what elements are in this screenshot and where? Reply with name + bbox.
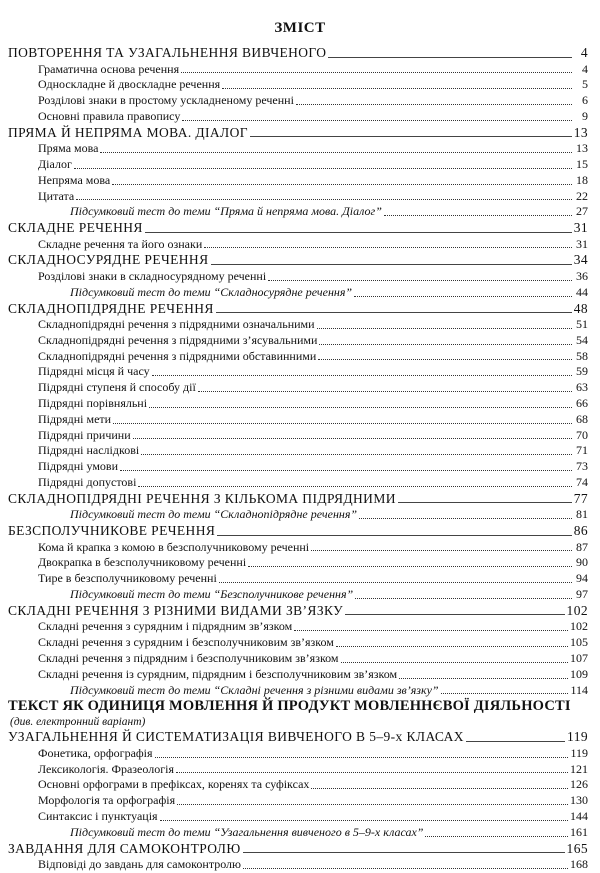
toc-page-number: 18 bbox=[576, 172, 588, 187]
toc-entry-title: УЗАГАЛЬНЕННЯ Й СИСТЕМАТИЗАЦІЯ ВИВЧЕНОГО В 5–9-х КЛАСАХ bbox=[8, 729, 464, 745]
toc-page-number: 6 bbox=[582, 93, 588, 108]
toc-entry-title: Пряма мова bbox=[38, 141, 99, 156]
toc-page-number: 36 bbox=[576, 268, 588, 283]
dot-leader bbox=[341, 662, 568, 663]
toc-section-row[interactable] bbox=[8, 841, 588, 858]
toc-entry-title: Підсумковий тест до теми “Узагальнення вивченого в 5–9-х класах” bbox=[70, 824, 424, 839]
dot-leader bbox=[425, 836, 568, 837]
dot-leader bbox=[74, 168, 572, 169]
dot-leader bbox=[112, 184, 572, 185]
toc-subsection-row[interactable] bbox=[8, 333, 588, 349]
toc-subsection-row[interactable] bbox=[8, 571, 588, 587]
dot-leader bbox=[133, 438, 572, 439]
toc-entry-title: Підрядні мети bbox=[38, 411, 112, 426]
toc-entry-title: Основні орфограми в префіксах, коренях та суфіксах bbox=[38, 777, 310, 792]
toc-entry-title: Складні речення з підрядним і безсполучниковим зв’язком bbox=[38, 650, 339, 665]
toc-entry-title: Підрядні ступеня й способу дії bbox=[38, 380, 196, 395]
toc-subsection-row[interactable] bbox=[8, 109, 588, 125]
toc-page-number: 168 bbox=[570, 857, 588, 872]
toc-entry-title: Підрядні допустові bbox=[38, 475, 137, 490]
toc-note: (див. електронний варіант) bbox=[10, 716, 146, 729]
toc-subsection-row[interactable] bbox=[8, 667, 588, 683]
dot-leader bbox=[336, 646, 568, 647]
dot-leader bbox=[441, 693, 569, 694]
toc-entry-title: Підрядні причини bbox=[38, 427, 131, 442]
toc-entry-title: Двокрапка в безсполучниковому реченні bbox=[38, 555, 247, 570]
toc-entry-title: Морфологія та орфографія bbox=[38, 793, 176, 808]
toc-entry-title: Складні речення із сурядним, підрядним і безсполучниковим зв’язком bbox=[38, 666, 398, 681]
toc-entry-title: Підсумковий тест до теми “Складносурядне речення” bbox=[70, 284, 353, 299]
toc-page-number: 22 bbox=[576, 188, 588, 203]
toc-page-number: 119 bbox=[567, 729, 588, 745]
dot-leader bbox=[317, 328, 572, 329]
toc-entry-title: Підрядні умови bbox=[38, 459, 119, 474]
toc-page-number: 97 bbox=[576, 587, 588, 602]
dot-leader bbox=[250, 136, 572, 137]
toc-section-row[interactable] bbox=[8, 252, 588, 269]
toc-page-number: 31 bbox=[576, 236, 588, 251]
toc-entry-title: Односкладне й двоскладне речення bbox=[38, 77, 221, 92]
dot-leader bbox=[354, 296, 572, 297]
toc-page-number: 130 bbox=[570, 793, 588, 808]
toc-entry-title: Складні речення з сурядним і безсполучниковим зв’язком bbox=[38, 635, 334, 650]
toc-page-number: 70 bbox=[576, 427, 588, 442]
dot-leader bbox=[120, 470, 572, 471]
dot-leader bbox=[216, 312, 572, 313]
toc-subsection-row[interactable] bbox=[8, 475, 588, 491]
toc-page-number: 74 bbox=[576, 475, 588, 490]
dot-leader bbox=[355, 598, 572, 599]
toc-page-number: 87 bbox=[576, 539, 588, 554]
toc-page-number: 73 bbox=[576, 459, 588, 474]
dot-leader bbox=[222, 88, 572, 89]
toc-entry-title: БЕЗСПОЛУЧНИКОВЕ РЕЧЕННЯ bbox=[8, 523, 216, 539]
toc-section-row[interactable] bbox=[8, 729, 588, 746]
toc-page-number: 54 bbox=[576, 332, 588, 347]
dot-leader bbox=[243, 868, 568, 869]
dot-leader bbox=[155, 757, 569, 758]
toc-page-number: 13 bbox=[576, 141, 588, 156]
toc-section-row[interactable] bbox=[8, 45, 588, 62]
dot-leader bbox=[294, 630, 568, 631]
toc-entry-title: Тире в безсполучниковому реченні bbox=[38, 571, 217, 586]
toc-entry-title: Підсумковий тест до теми “Безсполучникове речення” bbox=[70, 587, 354, 602]
toc-entry-title: ПРЯМА Й НЕПРЯМА МОВА. ДІАЛОГ bbox=[8, 124, 248, 140]
dot-leader bbox=[204, 247, 572, 248]
toc-subsection-row[interactable] bbox=[8, 777, 588, 793]
toc-test-row[interactable] bbox=[8, 825, 588, 841]
toc-page-number: 31 bbox=[573, 220, 588, 236]
toc-entry-title: ЗАВДАННЯ ДЛЯ САМОКОНТРОЛЮ bbox=[8, 840, 241, 856]
toc-page-number: 77 bbox=[573, 490, 588, 506]
toc-page-number: 58 bbox=[576, 348, 588, 363]
dot-leader bbox=[384, 215, 572, 216]
toc-page-number: 4 bbox=[582, 61, 588, 76]
toc-entry-title: Складні речення з сурядним і підрядним зв’язком bbox=[38, 619, 293, 634]
toc-page-number: 165 bbox=[566, 840, 588, 856]
toc-subsection-row[interactable] bbox=[8, 793, 588, 809]
toc-subsection-row[interactable] bbox=[8, 746, 588, 762]
toc-subsection-row[interactable] bbox=[8, 317, 588, 333]
toc-page-number: 51 bbox=[576, 317, 588, 332]
toc-section-row[interactable] bbox=[8, 491, 588, 508]
dot-leader bbox=[359, 518, 572, 519]
toc-page-number: 66 bbox=[576, 396, 588, 411]
toc-subsection-row[interactable] bbox=[8, 555, 588, 571]
toc-entry-title: СКЛАДНОПІДРЯДНЕ РЕЧЕННЯ bbox=[8, 300, 214, 316]
toc-subsection-row[interactable] bbox=[8, 635, 588, 651]
toc-entry-title: Розділові знаки в простому ускладненому реченні bbox=[38, 93, 294, 108]
dot-leader bbox=[311, 550, 572, 551]
dot-leader bbox=[138, 486, 572, 487]
dot-leader bbox=[248, 566, 572, 567]
toc-page-number: 94 bbox=[576, 571, 588, 586]
toc-entry-title: Синтаксис і пунктуація bbox=[38, 808, 158, 823]
toc-page-number: 68 bbox=[576, 411, 588, 426]
dot-leader bbox=[211, 264, 572, 265]
dot-leader bbox=[219, 582, 572, 583]
toc-entry-title: Відповіді до завдань для самоконтролю bbox=[38, 857, 242, 872]
toc-entry-title: Підсумковий тест до теми “Пряма й непряма мова. Діалог” bbox=[70, 204, 382, 219]
toc-page-number: 13 bbox=[573, 124, 588, 140]
toc-section-row[interactable] bbox=[8, 523, 588, 540]
toc-page-number: 161 bbox=[570, 824, 588, 839]
toc-entry-title: Складнопідрядні речення з підрядними обставинними bbox=[38, 348, 317, 363]
toc-entry-title: СКЛАДНЕ РЕЧЕННЯ bbox=[8, 220, 143, 236]
toc-page-number: 59 bbox=[576, 364, 588, 379]
toc-entry-title: Лексикологія. Фразеологія bbox=[38, 761, 174, 776]
toc-page-number: 102 bbox=[570, 619, 588, 634]
toc-entry-title: Складнопідрядні речення з підрядними з’ясувальними bbox=[38, 332, 318, 347]
toc-page-number: 121 bbox=[570, 761, 588, 776]
toc-subsection-row[interactable] bbox=[8, 651, 588, 667]
toc-subsection-row[interactable] bbox=[8, 428, 588, 444]
toc-page-number: 15 bbox=[576, 156, 588, 171]
dot-leader bbox=[113, 423, 572, 424]
toc-subsection-row[interactable] bbox=[8, 157, 588, 173]
toc-subsection-row[interactable] bbox=[8, 349, 588, 365]
toc-test-row[interactable] bbox=[8, 204, 588, 220]
dot-leader bbox=[398, 502, 572, 503]
toc-page-number: 27 bbox=[576, 204, 588, 219]
toc-entry-title: Підсумковий тест до теми “Складні речення з різними видами зв’язку” bbox=[70, 682, 439, 697]
dot-leader bbox=[217, 535, 571, 536]
toc-entry-title: Граматична основа речення bbox=[38, 61, 180, 76]
toc-page-number: 90 bbox=[576, 555, 588, 570]
dot-leader bbox=[181, 72, 572, 73]
toc-subsection-row[interactable] bbox=[8, 173, 588, 189]
toc-entry-title: Складнопідрядні речення з підрядними означальними bbox=[38, 317, 315, 332]
toc-subsection-row[interactable] bbox=[8, 269, 588, 285]
toc-subsection-row[interactable] bbox=[8, 619, 588, 635]
toc-page-number: 48 bbox=[573, 300, 588, 316]
toc-entry-title: ТЕКСТ ЯК ОДИНИЦЯ МОВЛЕННЯ Й ПРОДУКТ МОВЛЕННЄВОЇ ДІЯЛЬНОСТІ bbox=[8, 698, 571, 715]
dot-leader bbox=[399, 678, 568, 679]
toc-page-number: 34 bbox=[573, 252, 588, 268]
toc-subsection-row[interactable] bbox=[8, 237, 588, 253]
page-title: ЗМІСТ bbox=[274, 20, 326, 36]
toc-entry-title: СКЛАДНОСУРЯДНЕ РЕЧЕННЯ bbox=[8, 252, 209, 268]
toc-test-row[interactable] bbox=[8, 285, 588, 301]
toc-subsection-row[interactable] bbox=[8, 93, 588, 109]
toc-subsection-row[interactable] bbox=[8, 443, 588, 459]
toc-entry-title: Кома й крапка з комою в безсполучниковому реченні bbox=[38, 539, 310, 554]
toc-part-heading[interactable] bbox=[8, 698, 588, 715]
toc-subsection-row[interactable] bbox=[8, 857, 588, 873]
toc-entry-title: СКЛАДНОПІДРЯДНІ РЕЧЕННЯ З КІЛЬКОМА ПІДРЯДНИМИ bbox=[8, 490, 396, 506]
dot-leader bbox=[243, 852, 565, 853]
toc-section-row[interactable] bbox=[8, 220, 588, 237]
toc-page-number: 63 bbox=[576, 380, 588, 395]
dot-leader bbox=[152, 375, 572, 376]
toc-subsection-row[interactable] bbox=[8, 809, 588, 825]
toc-page-number: 86 bbox=[573, 523, 588, 539]
toc-page-number: 107 bbox=[570, 650, 588, 665]
toc-section-row[interactable] bbox=[8, 125, 588, 142]
toc-test-row[interactable] bbox=[8, 587, 588, 603]
toc-subsection-row[interactable] bbox=[8, 380, 588, 396]
toc-entry-title: Фонетика, орфографія bbox=[38, 745, 153, 760]
dot-leader bbox=[318, 359, 572, 360]
toc-entry-title: Складне речення та його ознаки bbox=[38, 236, 203, 251]
toc-page-number: 114 bbox=[570, 682, 588, 697]
toc-test-row[interactable] bbox=[8, 507, 588, 523]
table-of-contents bbox=[8, 45, 588, 873]
toc-entry-title: Підрядні місця й часу bbox=[38, 364, 150, 379]
toc-entry-title: Цитата bbox=[38, 188, 75, 203]
toc-page-number: 126 bbox=[570, 777, 588, 792]
dot-leader bbox=[198, 391, 572, 392]
dot-leader bbox=[311, 788, 568, 789]
dot-leader bbox=[145, 232, 572, 233]
toc-entry-title: Основні правила правопису bbox=[38, 108, 181, 123]
toc-entry-title: Непряма мова bbox=[38, 172, 111, 187]
toc-subsection-row[interactable] bbox=[8, 364, 588, 380]
toc-entry-title: Діалог bbox=[38, 156, 72, 171]
toc-entry-title: Підсумковий тест до теми “Складнопідрядне речення” bbox=[70, 507, 358, 522]
toc-page-number: 9 bbox=[582, 108, 588, 123]
toc-subsection-row[interactable] bbox=[8, 762, 588, 778]
dot-leader bbox=[100, 152, 572, 153]
dot-leader bbox=[466, 741, 565, 742]
toc-subsection-row[interactable] bbox=[8, 412, 588, 428]
toc-page-number: 144 bbox=[570, 808, 588, 823]
toc-page-number: 119 bbox=[570, 745, 588, 760]
toc-page-number: 109 bbox=[570, 666, 588, 681]
toc-subsection-row[interactable] bbox=[8, 62, 588, 78]
toc-page-number: 5 bbox=[582, 77, 588, 92]
toc-subsection-row[interactable] bbox=[8, 540, 588, 556]
toc-page-number: 81 bbox=[576, 507, 588, 522]
dot-leader bbox=[345, 614, 564, 615]
dot-leader bbox=[328, 57, 572, 58]
dot-leader bbox=[176, 772, 568, 773]
toc-subsection-row[interactable] bbox=[8, 396, 588, 412]
toc-entry-title: Розділові знаки в складносурядному реченні bbox=[38, 268, 267, 283]
dot-leader bbox=[141, 454, 572, 455]
toc-page-number: 71 bbox=[576, 443, 588, 458]
toc-test-row[interactable] bbox=[8, 683, 588, 699]
toc-section-row[interactable] bbox=[8, 301, 588, 318]
toc-page-number: 102 bbox=[566, 602, 588, 618]
dot-leader bbox=[76, 199, 572, 200]
dot-leader bbox=[296, 104, 572, 105]
toc-entry-title: ПОВТОРЕННЯ ТА УЗАГАЛЬНЕННЯ ВИВЧЕНОГО bbox=[8, 45, 327, 60]
toc-entry-title: Підрядні наслідкові bbox=[38, 443, 140, 458]
toc-entry-title: Підрядні порівняльні bbox=[38, 396, 148, 411]
dot-leader bbox=[182, 120, 572, 121]
dot-leader bbox=[268, 280, 572, 281]
dot-leader bbox=[177, 804, 568, 805]
dot-leader bbox=[160, 820, 568, 821]
toc-entry-title: СКЛАДНІ РЕЧЕННЯ З РІЗНИМИ ВИДАМИ ЗВ’ЯЗКУ bbox=[8, 602, 344, 618]
toc-subsection-row[interactable] bbox=[8, 459, 588, 475]
toc-page-number: 4 bbox=[580, 45, 588, 60]
toc-page-number: 44 bbox=[576, 284, 588, 299]
toc-subsection-row[interactable] bbox=[8, 189, 588, 205]
dot-leader bbox=[319, 344, 572, 345]
toc-subsection-row[interactable] bbox=[8, 141, 588, 157]
dot-leader bbox=[149, 407, 572, 408]
toc-page-number: 105 bbox=[570, 635, 588, 650]
toc-section-row[interactable] bbox=[8, 603, 588, 620]
toc-subsection-row[interactable] bbox=[8, 77, 588, 93]
